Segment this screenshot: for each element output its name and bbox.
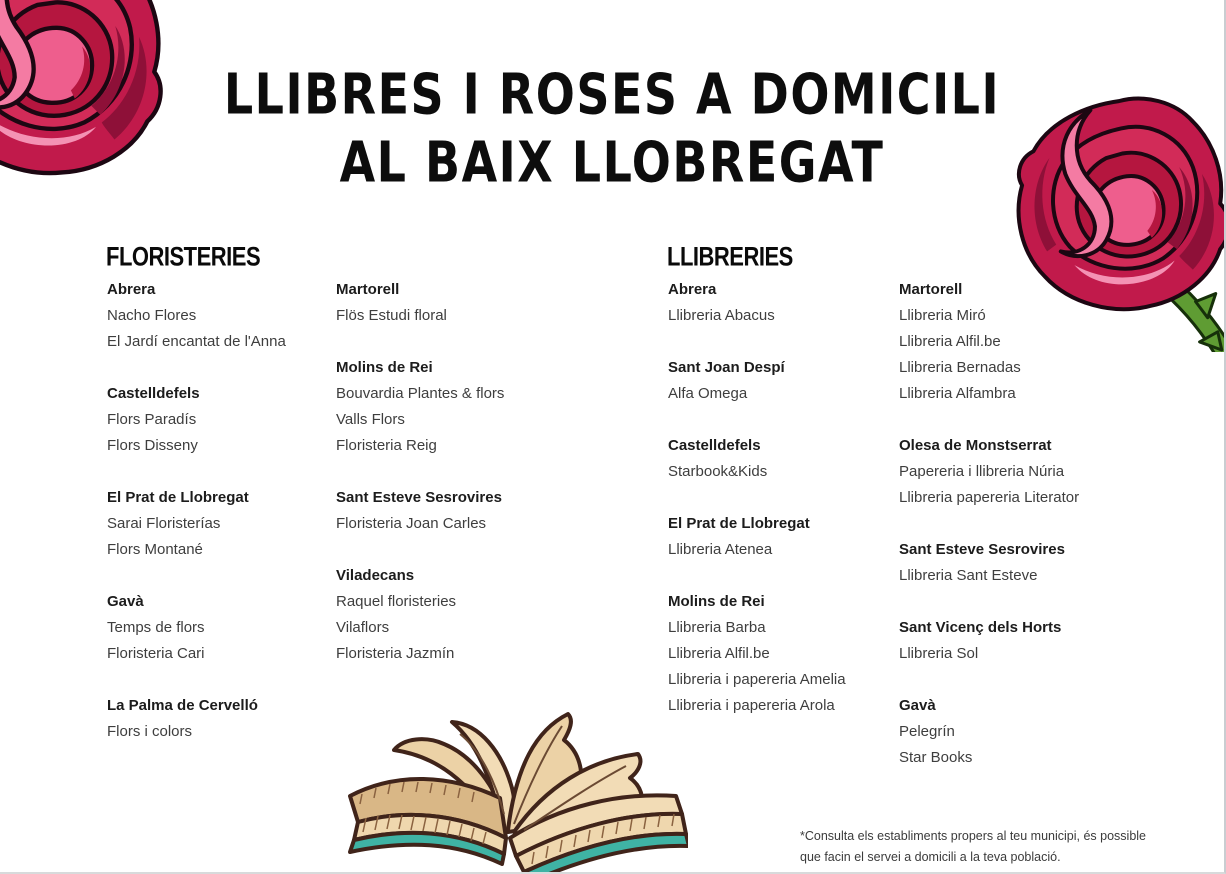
- city-group: [107, 485, 347, 563]
- shop-name: Llibreria Atenea: [668, 541, 773, 558]
- poster-title-line-1: LLIBRES I ROSES A DOMICILI: [223, 61, 1001, 127]
- shop-name: Llibreria Alfil.be: [899, 333, 1001, 350]
- city-group: [899, 537, 1169, 589]
- shop-name: Llibreria i papereria Amelia: [668, 671, 846, 688]
- poster-title-line-2: AL BAIX LLOBREGAT: [339, 129, 885, 195]
- city-group: [899, 693, 1169, 771]
- shop-name: Valls Flors: [336, 411, 405, 428]
- floristeries-heading: FLORISTERIES: [106, 241, 261, 272]
- city-name: Gavà: [107, 593, 144, 610]
- city-group: [336, 277, 576, 329]
- city-name: Castelldefels: [668, 437, 761, 454]
- city-name: Castelldefels: [107, 385, 200, 402]
- city-group: [107, 589, 347, 667]
- city-group: [668, 433, 908, 485]
- shop-name: Llibreria Abacus: [668, 307, 775, 324]
- city-group: [899, 277, 1169, 407]
- city-group: [899, 433, 1169, 511]
- city-name: Molins de Rei: [668, 593, 765, 610]
- footnote: [800, 826, 1160, 868]
- city-name: El Prat de Llobregat: [107, 489, 249, 506]
- city-name: Martorell: [336, 281, 400, 298]
- city-name: El Prat de Llobregat: [668, 515, 810, 532]
- shop-name: Alfa Omega: [668, 385, 748, 402]
- city-group: [336, 563, 576, 667]
- city-name: La Palma de Cervelló: [107, 697, 258, 714]
- city-name: Sant Esteve Sesrovires: [899, 541, 1065, 558]
- city-group: [107, 277, 347, 355]
- shop-name: Llibreria Bernadas: [899, 359, 1021, 376]
- city-name: Abrera: [107, 281, 156, 298]
- city-name: Abrera: [668, 281, 717, 298]
- city-name: Viladecans: [336, 567, 415, 584]
- shop-name: Llibreria Sol: [899, 645, 979, 662]
- shop-name: El Jardí encantat de l'Anna: [107, 333, 286, 350]
- shop-name: Llibreria i papereria Arola: [668, 697, 835, 714]
- shop-name: Temps de flors: [107, 619, 205, 636]
- shop-name: Llibreria Alfambra: [899, 385, 1016, 402]
- shop-name: Nacho Flores: [107, 307, 197, 324]
- footnote-line-2: que facin el servei a domicili a la teva població.: [800, 850, 1061, 864]
- city-group: [107, 693, 347, 745]
- shop-name: Pelegrín: [899, 723, 955, 740]
- shop-name: Llibreria Barba: [668, 619, 766, 636]
- city-name: Sant Vicenç dels Horts: [899, 619, 1062, 636]
- city-group: [668, 355, 908, 407]
- shop-name: Floristeria Jazmín: [336, 645, 455, 662]
- shop-name: Star Books: [899, 749, 973, 766]
- shop-name: Raquel floristeries: [336, 593, 457, 610]
- city-group: [668, 511, 908, 563]
- shop-name: Llibreria papereria Literator: [899, 489, 1080, 506]
- open-book-illustration: [332, 692, 688, 874]
- shop-name: Llibreria Alfil.be: [668, 645, 770, 662]
- llibreries-column-1: [668, 277, 908, 745]
- llibreries-heading: LLIBRERIES: [667, 241, 793, 272]
- city-name: Sant Joan Despí: [668, 359, 785, 376]
- city-name: Olesa de Monstserrat: [899, 437, 1052, 454]
- shop-name: Flors Disseny: [107, 437, 198, 454]
- city-name: Gavà: [899, 697, 936, 714]
- city-name: Molins de Rei: [336, 359, 433, 376]
- shop-name: Llibreria Sant Esteve: [899, 567, 1038, 584]
- city-name: Sant Esteve Sesrovires: [336, 489, 502, 506]
- city-group: [107, 381, 347, 459]
- city-group: [899, 615, 1169, 667]
- shop-name: Flors i colors: [107, 723, 193, 740]
- floristeries-column-1: [107, 277, 347, 771]
- city-name: Martorell: [899, 281, 963, 298]
- city-group: [668, 277, 908, 329]
- llibreries-column-2: [899, 277, 1169, 797]
- footnote-line-1: *Consulta els establiments propers al teu municipi, és possible: [800, 829, 1147, 843]
- floristeries-column-2: [336, 277, 576, 693]
- shop-name: Flors Montané: [107, 541, 203, 558]
- city-group: [668, 589, 908, 719]
- shop-name: Papereria i llibreria Núria: [899, 463, 1065, 480]
- city-group: [336, 485, 576, 537]
- city-group: [336, 355, 576, 459]
- shop-name: Flös Estudi floral: [336, 307, 447, 324]
- shop-name: Starbook&Kids: [668, 463, 768, 480]
- shop-name: Llibreria Miró: [899, 307, 986, 324]
- shop-name: Flors Paradís: [107, 411, 197, 428]
- shop-name: Floristeria Joan Carles: [336, 515, 487, 532]
- shop-name: Vilaflors: [336, 619, 390, 636]
- shop-name: Floristeria Cari: [107, 645, 205, 662]
- shop-name: Sarai Floristerías: [107, 515, 221, 532]
- shop-name: Bouvardia Plantes & flors: [336, 385, 505, 402]
- shop-name: Floristeria Reig: [336, 437, 437, 454]
